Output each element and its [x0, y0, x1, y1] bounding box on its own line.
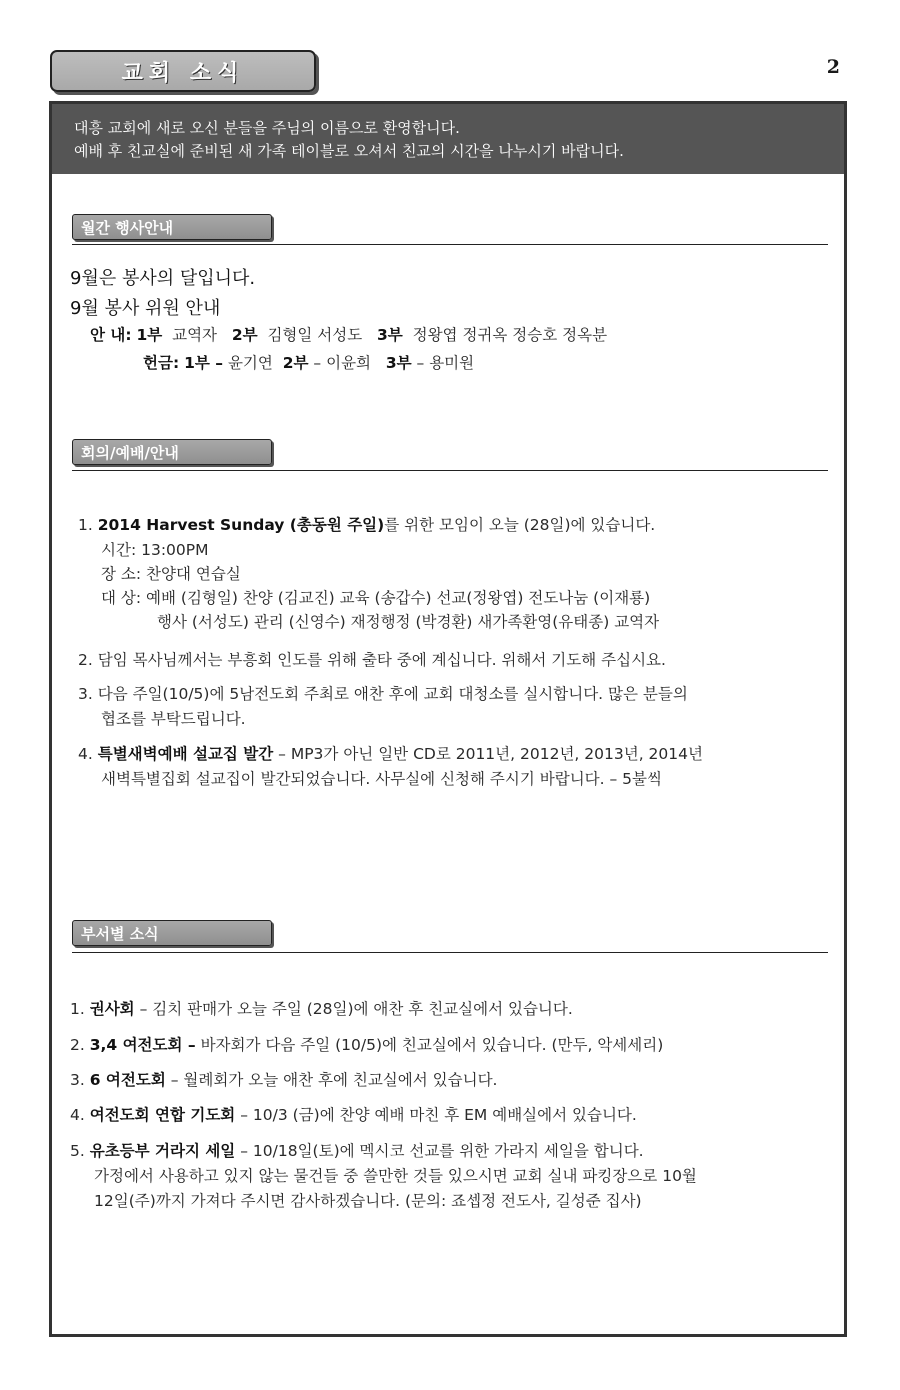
page-number: 2	[826, 56, 840, 78]
meeting-item-2-text: 담임 목사님께서는 부흥회 인도를 위해 출타 중에 계십니다. 위해서 기도해 주십시요.	[97, 651, 666, 669]
meeting-item-4-text-2: 새벽특별집회 설교집이 발간되었습니다. 사무실에 신청해 주시기 바랍니다. – 5불씩	[101, 770, 662, 788]
monthly-line-2: 9월 봉사 위원 안내	[70, 298, 221, 319]
section-heading-departments: 부서별 소식	[72, 920, 272, 946]
department-item-3-bold: 6 여전도회	[89, 1071, 166, 1089]
guide-p2-names: 김형일 서성도	[267, 326, 363, 344]
department-item-4	[70, 1103, 637, 1125]
section-rule-monthly	[72, 244, 828, 245]
department-item-5-bold: 유초등부 거라지 세일	[89, 1142, 236, 1160]
meeting-item-1-target-2: 행사 (서성도) 관리 (신영수) 재정행정 (박경환) 새가족환영(유태종) 교역자	[157, 613, 660, 631]
offering-p3-names: – 용미원	[416, 354, 475, 372]
department-item-5-text-3: 12일(주)까지 가져다 주시면 감사하겠습니다. (문의: 죠셉정 전도사, 길성준 집사)	[94, 1192, 642, 1210]
department-item-2-text: 바자회가 다음 주일 (10/5)에 친교실에서 있습니다. (만두, 악세세리)	[195, 1036, 664, 1054]
department-item-1	[70, 997, 573, 1019]
guide-label: 안 내:	[90, 326, 132, 344]
guide-p3: 3부	[376, 326, 403, 344]
meeting-item-3-num: 3.	[78, 685, 93, 703]
meeting-item-3-text-1: 다음 주일(10/5)에 5남전도회 주최로 애찬 후에 교회 대청소를 실시합니다. 많은 분들의	[97, 685, 688, 703]
section-heading-monthly: 월간 행사안내	[72, 214, 272, 240]
section-heading-meetings: 회의/예배/안내	[72, 439, 272, 465]
offering-p1-names: 윤기연	[227, 354, 273, 372]
department-item-1-text: – 김치 판매가 오늘 주일 (28일)에 애찬 후 친교실에서 있습니다.	[134, 1000, 573, 1018]
department-item-1-num: 1.	[70, 1000, 85, 1018]
offering-p1: 1부 –	[184, 354, 223, 372]
meeting-item-1-bold: 2014 Harvest Sunday (총동원 주일)	[97, 516, 385, 534]
meeting-item-1-text: 를 위한 모임이 오늘 (28일)에 있습니다.	[384, 516, 656, 534]
department-item-3-num: 3.	[70, 1071, 85, 1089]
meeting-item-3	[78, 682, 688, 704]
department-item-2	[70, 1033, 663, 1055]
guide-p2: 2부	[231, 326, 258, 344]
department-item-5	[70, 1139, 644, 1161]
department-item-2-bold: 3,4 여전도회 –	[89, 1036, 196, 1054]
meeting-item-1-target-1: 대 상: 예배 (김형일) 찬양 (김교진) 교육 (송갑수) 선교(정왕엽) 전도나눔 (이재룡)	[101, 589, 651, 607]
department-item-1-bold: 권사회	[89, 1000, 135, 1018]
department-item-3-text: – 월례회가 오늘 애찬 후에 친교실에서 있습니다.	[165, 1071, 498, 1089]
department-item-5-text-2: 가정에서 사용하고 있지 않는 물건들 중 쓸만한 것들 있으시면 교회 실내 파킹장으로 10월	[94, 1167, 697, 1185]
offering-p2-names: – 이윤희	[313, 354, 372, 372]
guide-p1: 1부	[136, 326, 163, 344]
section-rule-meetings	[72, 470, 828, 471]
department-item-3	[70, 1068, 497, 1090]
meeting-item-4-text-1: – MP3가 아닌 일반 CD로 2011년, 2012년, 2013년, 2014년	[273, 745, 703, 763]
offering-p2: 2부	[282, 354, 309, 372]
meeting-item-4-num: 4.	[78, 745, 93, 763]
department-item-4-num: 4.	[70, 1106, 85, 1124]
meeting-item-4	[78, 742, 703, 764]
department-item-4-bold: 여전도회 연합 기도회	[89, 1106, 236, 1124]
welcome-banner	[52, 104, 844, 174]
meeting-item-4-bold: 특별새벽예배 설교집 발간	[97, 745, 274, 763]
guide-p1-names: 교역자	[172, 326, 218, 344]
meeting-item-1-time: 시간: 13:00PM	[101, 541, 209, 559]
guide-line	[90, 323, 607, 345]
guide-p3-names: 정왕엽 정귀옥 정승호 정옥분	[412, 326, 608, 344]
department-item-5-num: 5.	[70, 1142, 85, 1160]
department-item-2-num: 2.	[70, 1036, 85, 1054]
welcome-line-2: 예배 후 친교실에 준비된 새 가족 테이블로 오셔서 친교의 시간을 나누시기 바랍니다.	[74, 142, 624, 160]
offering-label: 헌금:	[143, 354, 180, 372]
department-item-4-text: – 10/3 (금)에 찬양 예배 마친 후 EM 예배실에서 있습니다.	[235, 1106, 637, 1124]
meeting-item-1-num: 1.	[78, 516, 93, 534]
meeting-item-2-num: 2.	[78, 651, 93, 669]
offering-p3: 3부	[385, 354, 412, 372]
section-rule-departments	[72, 952, 828, 953]
meeting-item-1	[78, 513, 655, 535]
department-item-5-text-1: – 10/18일(토)에 멕시코 선교를 위한 가라지 세일을 합니다.	[235, 1142, 644, 1160]
meeting-item-2	[78, 648, 666, 670]
meeting-item-1-place: 장 소: 찬양대 연습실	[101, 565, 241, 583]
monthly-line-1: 9월은 봉사의 달입니다.	[70, 268, 256, 289]
meeting-item-3-text-2: 협조를 부탁드립니다.	[101, 710, 246, 728]
page-title: 교회 소식	[50, 50, 316, 92]
welcome-line-1: 대흥 교회에 새로 오신 분들을 주님의 이름으로 환영합니다.	[74, 119, 460, 137]
offering-line	[143, 351, 474, 373]
